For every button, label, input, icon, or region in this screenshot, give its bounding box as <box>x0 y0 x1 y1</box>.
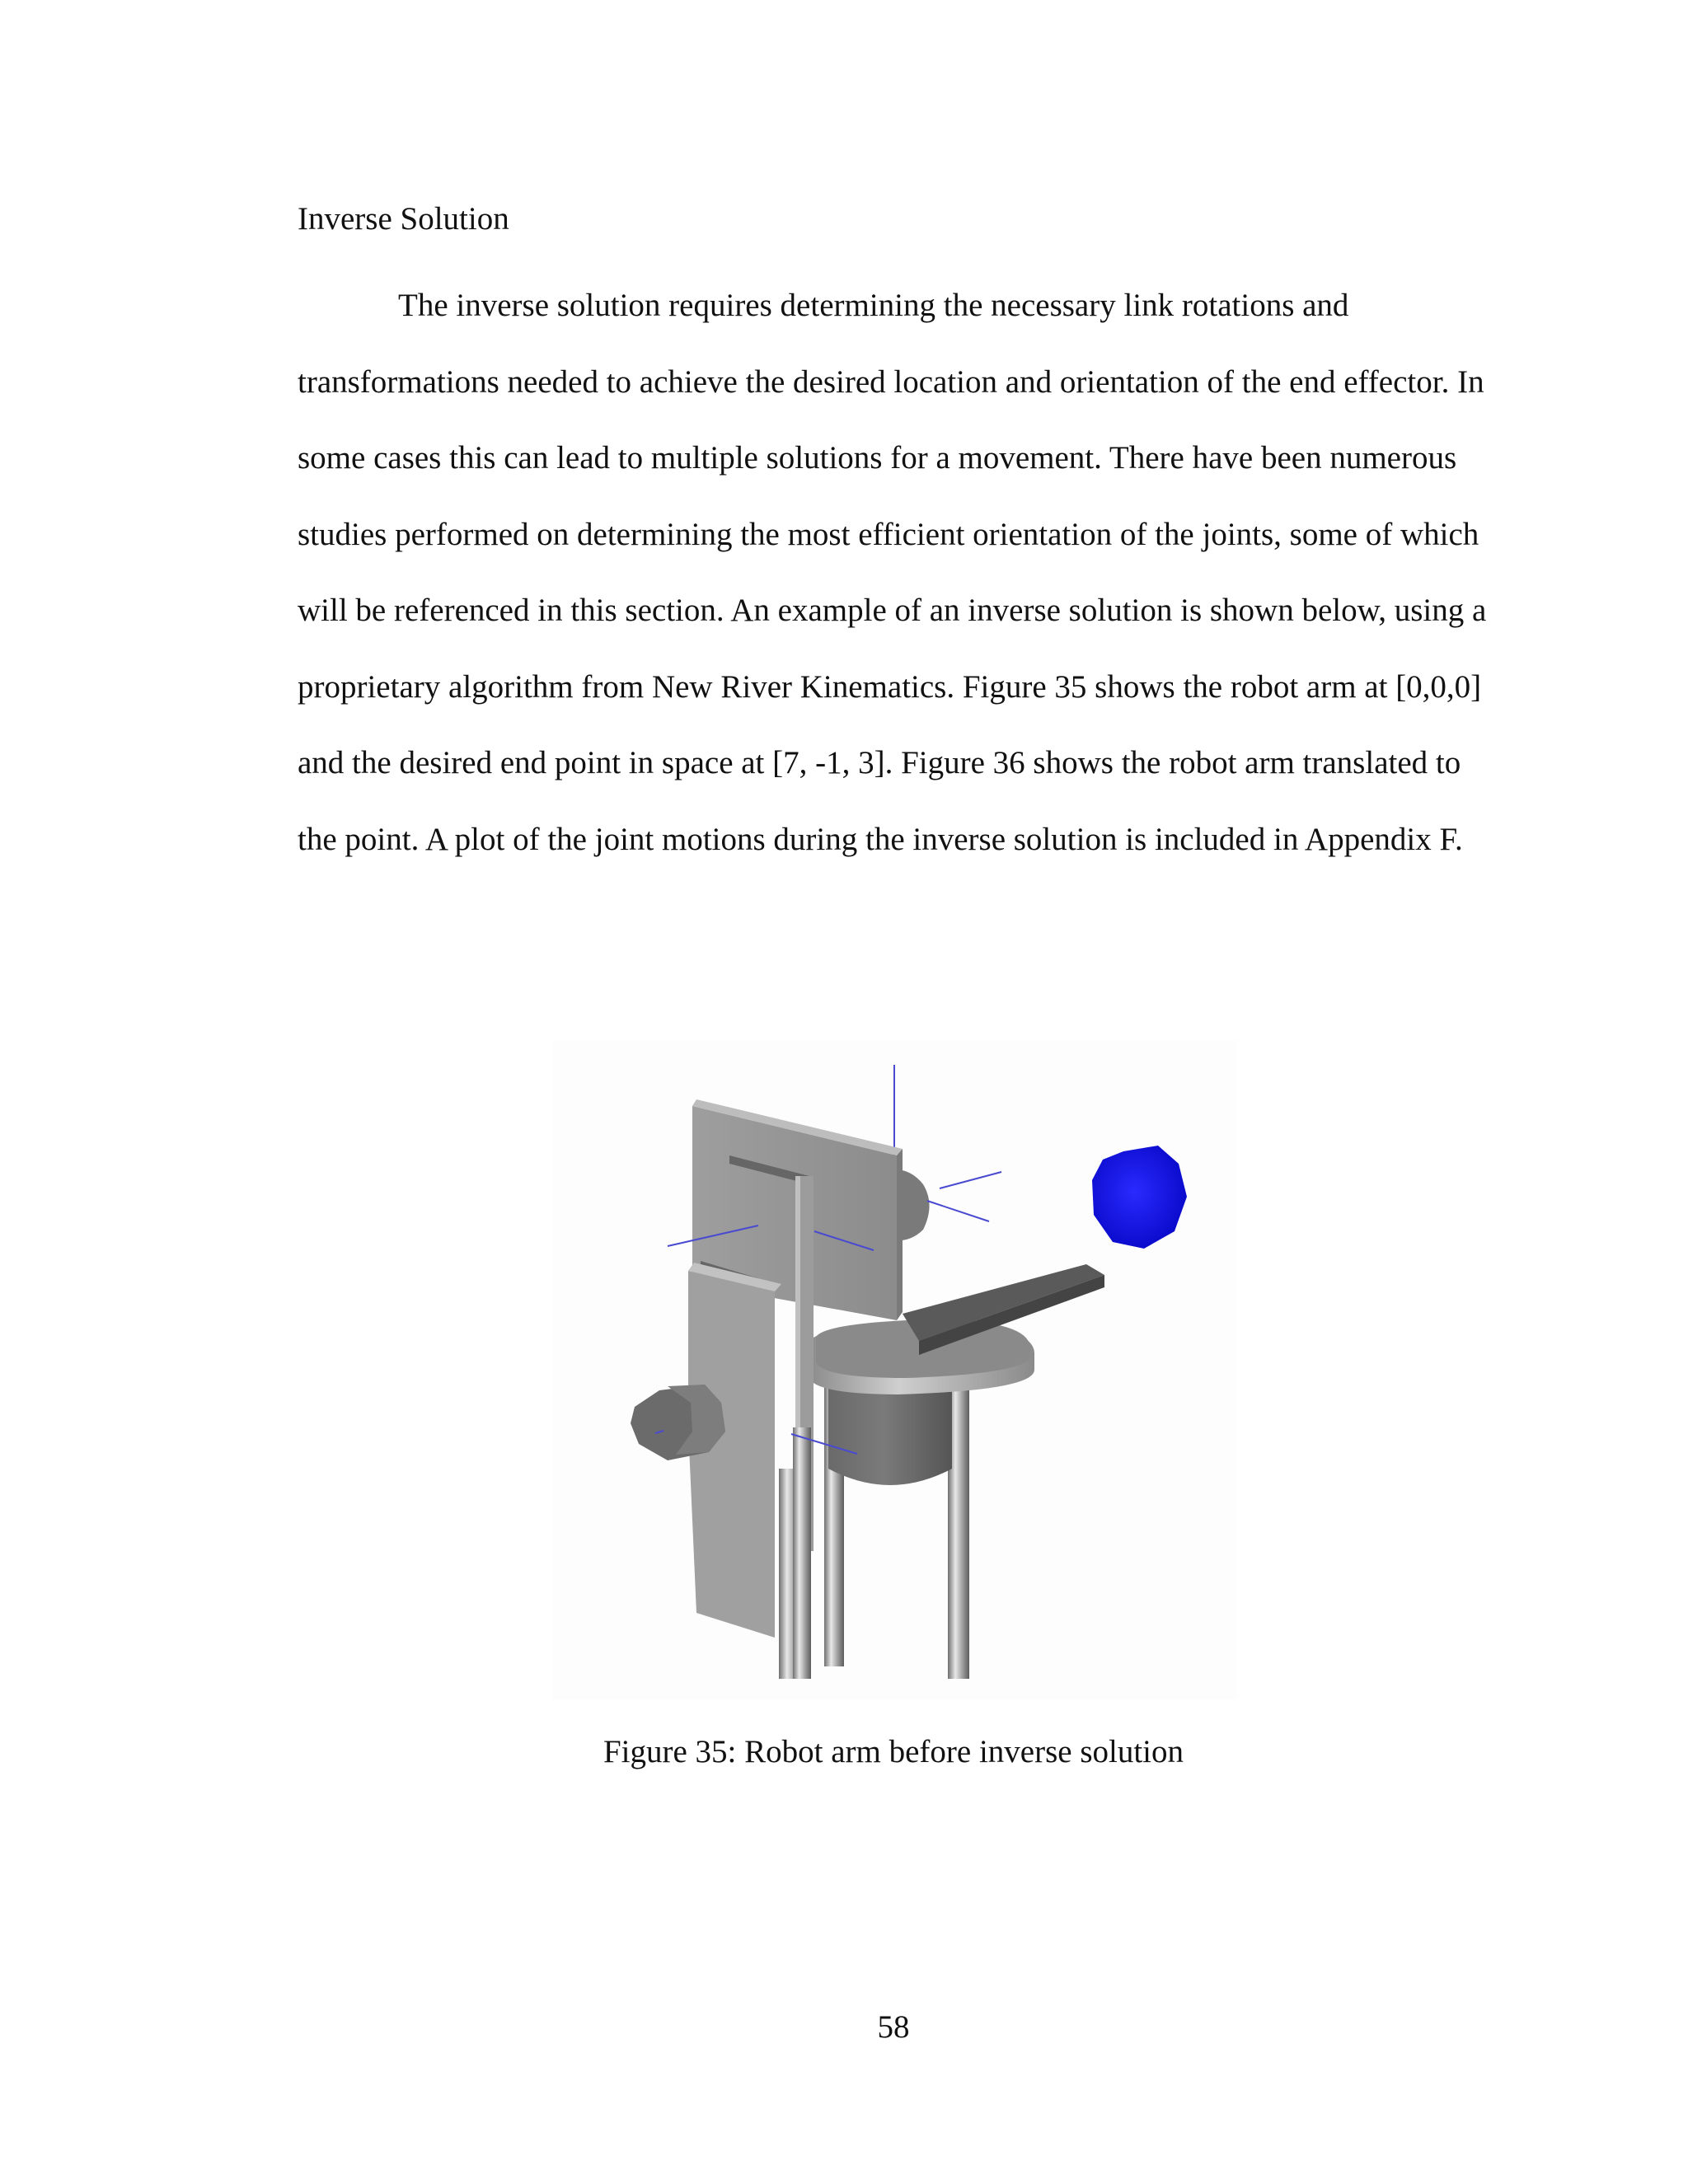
figure-35 <box>552 1040 1236 1699</box>
robot-arm-render <box>552 1040 1236 1699</box>
base-drum <box>828 1386 952 1485</box>
section-heading: Inverse Solution <box>298 201 509 237</box>
front-post-right <box>793 1427 811 1679</box>
figure-caption: Figure 35: Robot arm before inverse solution <box>603 1734 1184 1769</box>
front-panel <box>688 1271 775 1638</box>
page-number: 58 <box>877 2009 910 2045</box>
back-panel-side-edge <box>897 1149 903 1320</box>
body-paragraph: The inverse solution requires determining the necessary link rotations and transformations needed to achieve the desired location and orientation of the end effector. In some cases this can lead to multiple solutions for a movement. There have been numerous studies performed on determining the most efficient orientation of the joints, some of which will be referenced in this section. An example of an inverse solution is shown below, using a proprietary algorithm from New River Kinematics. Figure 35 shows the robot arm at [0,0,0] and the desired end point in space at [7, -1, 3]. Figure 36 shows the robot arm translated to the point. A plot of the joint motions during the inverse solution is included in Appendix F. <box>298 288 1487 857</box>
